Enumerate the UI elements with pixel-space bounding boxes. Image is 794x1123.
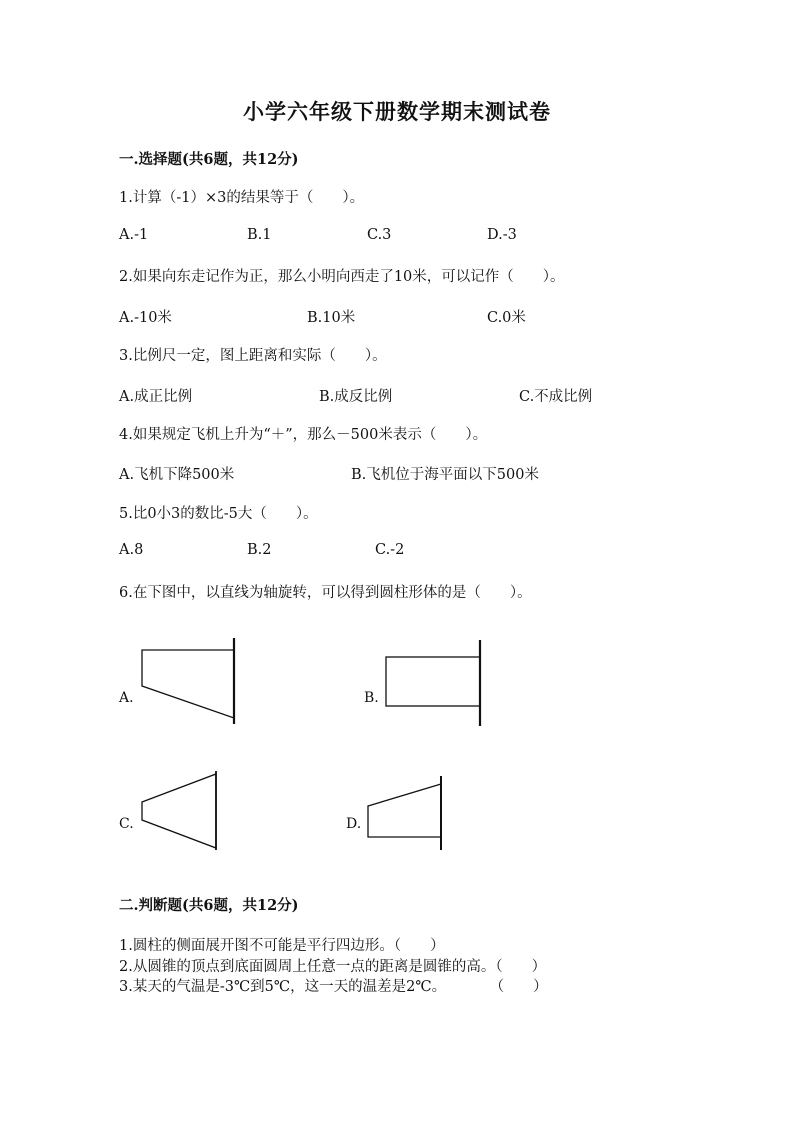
section-heading-choice: 一.选择题(共6题，共12分) (119, 151, 299, 168)
q2-option-a: A.-10米 (119, 310, 172, 326)
figure-c-shape (130, 768, 225, 854)
q3-option-a: A.成正比例 (119, 389, 193, 405)
q5-option-c: C.-2 (375, 542, 405, 558)
question-1: 1.计算（-1）×3的结果等于（ ）。 (119, 190, 365, 206)
q1-option-d: D.-3 (487, 227, 517, 243)
q3-option-b: B.成反比例 (319, 389, 393, 405)
judgement-3: 3.某天的气温是-3℃到5℃，这一天的温差是2℃。 （ ） (119, 979, 548, 995)
q5-option-a: A.8 (119, 542, 144, 558)
q4-option-a: A.飞机下降500米 (119, 467, 235, 483)
figure-d-shape (358, 774, 448, 854)
figure-b-label: B. (364, 690, 379, 706)
figure-c-label: C. (119, 816, 134, 832)
q1-option-c: C.3 (367, 227, 392, 243)
question-3: 3.比例尺一定，图上距离和实际（ ）。 (119, 348, 387, 364)
page-title: 小学六年级下册数学期末测试卷 (243, 99, 551, 124)
q2-option-b: B.10米 (307, 310, 356, 326)
q1-option-a: A.-1 (119, 227, 149, 243)
judgement-2: 2.从圆锥的顶点到底面圆周上任意一点的距离是圆锥的高。（ ） (119, 959, 547, 975)
figure-a-label: A. (119, 690, 134, 706)
judgement-1: 1.圆柱的侧面展开图不可能是平行四边形。（ ） (119, 938, 445, 954)
question-6: 6.在下图中，以直线为轴旋转，可以得到圆柱形体的是（ ）。 (119, 585, 532, 601)
q4-option-b: B.飞机位于海平面以下500米 (351, 467, 539, 483)
figure-a-shape (130, 636, 240, 728)
q2-option-c: C.0米 (487, 310, 526, 326)
question-2: 2.如果向东走记作为正，那么小明向西走了10米，可以记作（ ）。 (119, 269, 565, 285)
section-heading-judgement: 二.判断题(共6题，共12分) (119, 897, 299, 914)
question-5: 5.比0小3的数比-5大（ ）。 (119, 506, 318, 522)
q1-option-b: B.1 (247, 227, 272, 243)
q3-option-c: C.不成比例 (519, 389, 593, 405)
q5-option-b: B.2 (247, 542, 272, 558)
figure-b-shape (376, 638, 486, 728)
figure-d-label: D. (346, 816, 362, 832)
question-4: 4.如果规定飞机上升为“＋”，那么－500米表示（ ）。 (119, 427, 488, 443)
